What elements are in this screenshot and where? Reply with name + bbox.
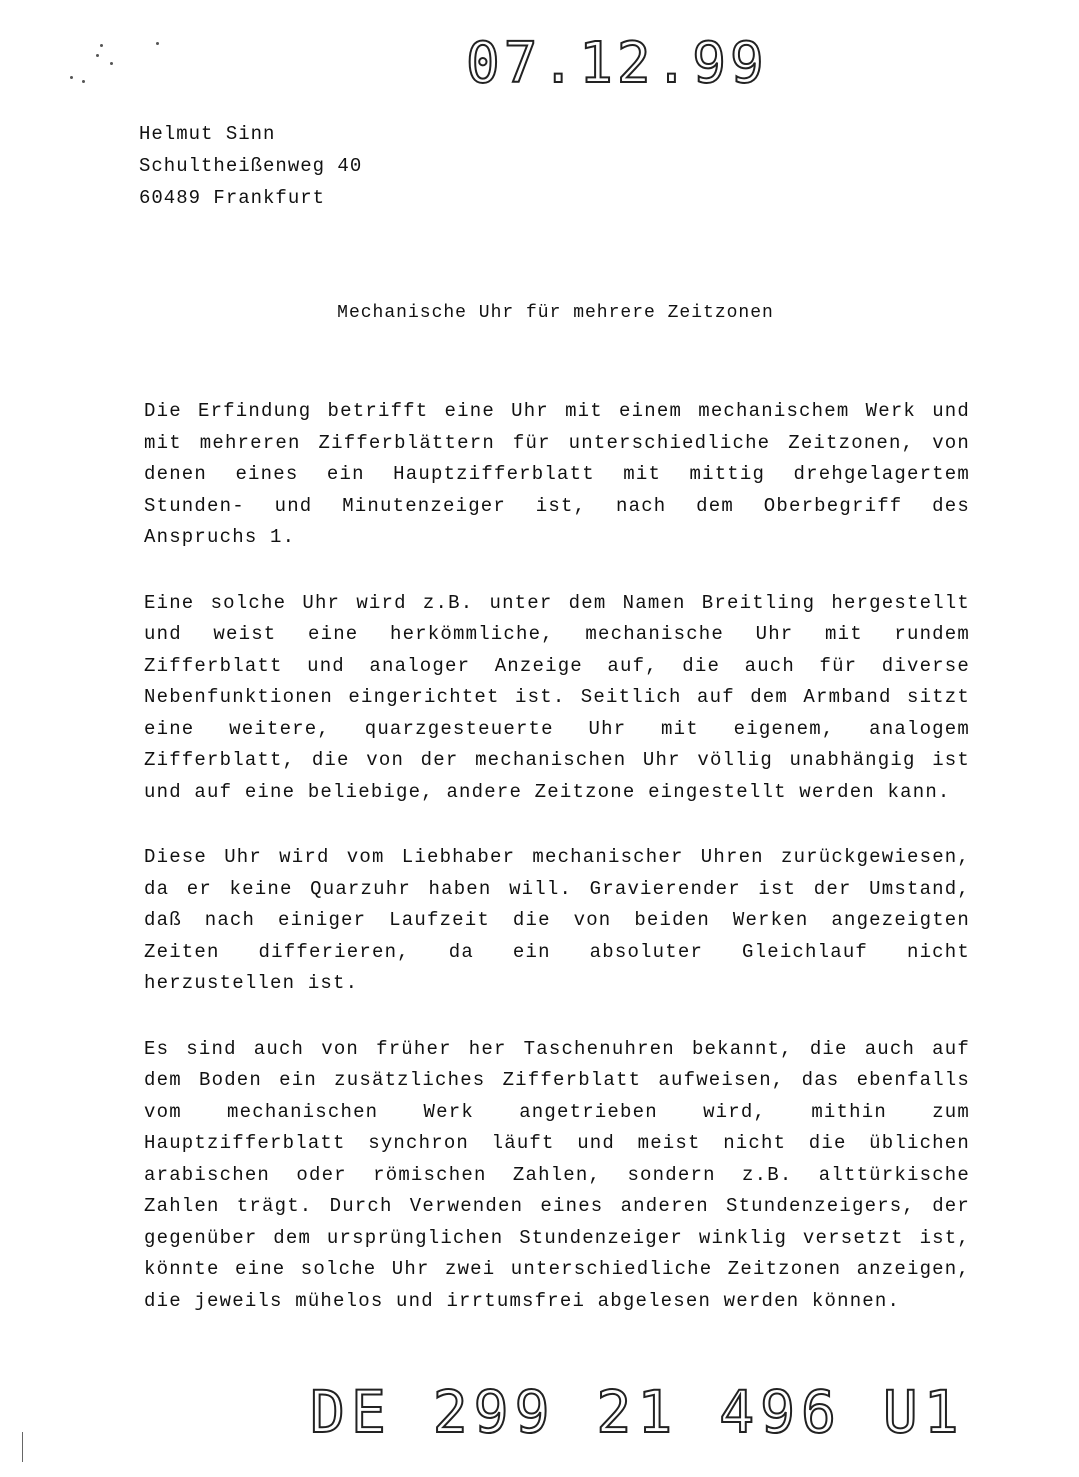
date-stamp-text: 07.12.99	[466, 31, 768, 96]
sender-address	[139, 118, 362, 214]
paragraph-1: Die Erfindung betrifft eine Uhr mit einem mechanischem Werk und mit mehreren Zifferblättern für unterschiedliche Zeitzonen, von denen eines ein Hauptzifferblatt mit mittig drehgelagertem Stunden- und Minutenzeiger ist, nach dem Oberbegriff des Anspruchs 1.	[144, 400, 970, 548]
received-date-stamp	[466, 31, 768, 96]
speck	[156, 42, 159, 45]
paragraph-4: Es sind auch von früher her Taschenuhren bekannt, die auch auf dem Boden ein zusätzliches Zifferblatt aufweisen, das ebenfalls vom mechanischen Werk angetrieben wird, mithin zum Hauptzifferblatt synchron läuft und meist nicht die üblichen arabischen oder römischen Zahlen, sondern z.B. alttürkische Zahlen trägt. Durch Verwenden eines anderen Stundenzeigers, der gegenüber dem ursprünglichen Stundenzeiger winklig versetzt ist, könnte eine solche Uhr zwei unterschiedliche Zeitzonen anzeigen, die jeweils mühelos und irrtumsfrei abgelesen werden können.	[144, 1037, 970, 1312]
speck	[70, 76, 73, 79]
publication-number: DE 299 21 496 U1	[310, 1378, 965, 1446]
speck	[96, 54, 99, 57]
speck	[110, 62, 113, 65]
paragraph-2: Eine solche Uhr wird z.B. unter dem Namen Breitling hergestellt und weist eine herkömmliche, mechanische Uhr mit rundem Zifferblatt und analoger Anzeige auf, die auch für diverse Nebenfunktionen eingerichtet ist. Seitlich auf dem Armband sitzt eine weitere, quarzgesteuerte Uhr mit eigenem, analogem Zifferblatt, die von der mechanischen Uhr völlig unabhängig ist und auf eine beliebige, andere Zeitzone eingestellt werden kann.	[144, 591, 970, 803]
scan-specks	[60, 40, 140, 100]
document-body	[144, 396, 970, 1351]
sender-street: Schultheißenweg 40	[139, 155, 363, 177]
speck	[100, 44, 103, 47]
paragraph-3: Diese Uhr wird vom Liebhaber mechanischer Uhren zurückgewiesen, da er keine Quarzuhr haben will. Gravierender ist der Umstand, daß nach einiger Laufzeit die von beiden Werken angezeigten Zeiten differieren, da ein absoluter Gleichlauf nicht herzustellen ist.	[144, 846, 970, 994]
speck	[82, 80, 85, 83]
document-title: Mechanische Uhr für mehrere Zeitzonen	[337, 303, 774, 323]
sender-city: 60489 Frankfurt	[139, 187, 326, 209]
sender-name: Helmut Sinn	[139, 123, 276, 145]
scan-edge-mark	[22, 1432, 23, 1462]
